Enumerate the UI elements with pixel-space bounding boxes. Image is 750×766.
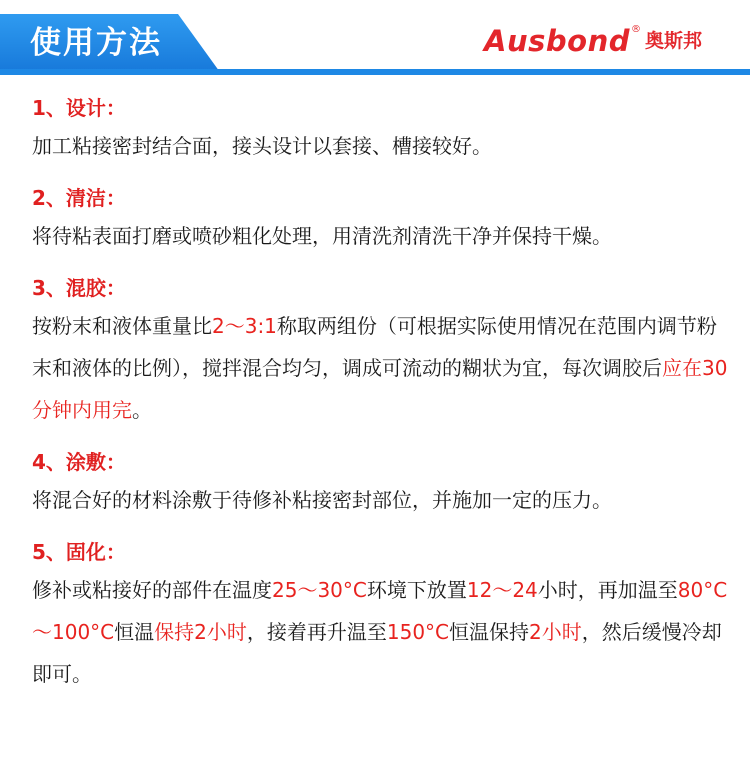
step-text <box>32 305 732 431</box>
highlight-text: 80°C～100°C <box>32 578 728 644</box>
step-cure <box>32 535 732 695</box>
step-text <box>32 215 732 257</box>
text-segment: 将待粘表面打磨或喷砂粗化处理，用清洗剂清洗干净并保持干燥。 <box>32 224 612 248</box>
step-design <box>32 91 732 167</box>
text-segment: 加工粘接密封结合面，接头设计以套接、槽接较好。 <box>32 134 492 158</box>
text-segment: 称取两组份（可根据实际使用情况在范围内调节粉末和液体的比例），搅拌混合均匀，调成可流动的糊状为宜，每次调胶后 <box>32 314 717 380</box>
step-apply <box>32 445 732 521</box>
highlight-text: 2小时 <box>529 620 582 644</box>
registered-mark: ® <box>630 24 641 35</box>
text-segment: 修补或粘接好的部件在温度 <box>32 578 272 602</box>
highlight-text: 保持2小时 <box>154 620 247 644</box>
step-clean <box>32 181 732 257</box>
brand-logo <box>484 22 702 60</box>
text-segment: ，接着再升温至 <box>246 620 387 644</box>
text-segment: 将混合好的材料涂敷于待修补粘接密封部位，并施加一定的压力。 <box>32 488 612 512</box>
highlight-text: 2～3:1 <box>212 314 277 338</box>
text-segment: 恒温 <box>114 620 155 644</box>
step-title: 3、混胶： <box>32 276 126 300</box>
highlight-text: 25～30°C <box>272 578 367 602</box>
step-mix <box>32 271 732 431</box>
text-segment: ，然后缓慢冷却即可。 <box>32 620 722 686</box>
highlight-text: 150°C <box>386 620 450 644</box>
text-segment: 小时，再加温至 <box>537 578 678 602</box>
header <box>0 0 750 78</box>
step-text <box>32 479 732 521</box>
text-segment: 恒温保持 <box>449 620 530 644</box>
step-text <box>32 569 732 695</box>
step-title: 1、设计： <box>32 96 126 120</box>
text-segment: 按粉末和液体重量比 <box>32 314 212 338</box>
step-text <box>32 125 732 167</box>
step-title: 4、涂敷： <box>32 450 126 474</box>
step-title: 5、固化： <box>32 540 126 564</box>
text-segment: 。 <box>132 398 152 422</box>
header-divider-bar <box>0 69 750 75</box>
page-title: 使用方法 <box>30 25 162 61</box>
step-title: 2、清洁： <box>32 186 126 210</box>
brand-chinese-name: 奥斯邦 <box>644 30 702 52</box>
highlight-text: 12～24 <box>466 578 538 602</box>
brand-name: Ausbond <box>484 24 630 58</box>
text-segment: 环境下放置 <box>366 578 467 602</box>
instructions <box>32 91 732 709</box>
highlight-text: 应在30分钟内用完 <box>32 356 728 422</box>
